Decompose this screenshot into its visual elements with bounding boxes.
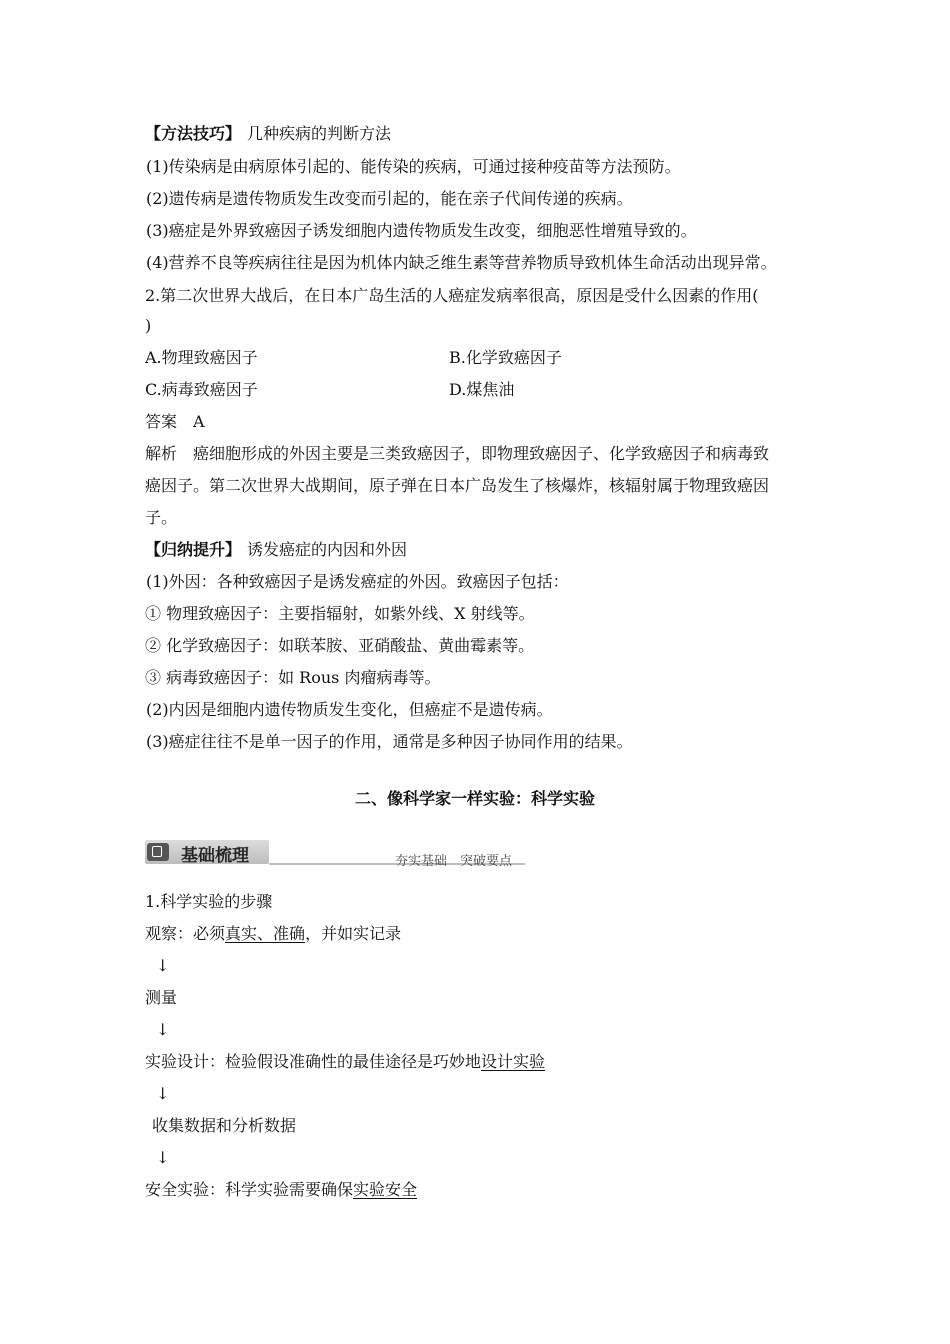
banner-title: 基础梳理 [181,846,249,866]
summary-item-6: (3)癌症往往不是单一因子的作用，通常是多种因子协同作用的结果。 [146,732,633,751]
safety-underline: 实验安全 [353,1180,418,1199]
question-stem: 2.第二次世界大战后，在日本广岛生活的人癌症发病率很高，原因是受什么因素的作用( [145,286,759,305]
summary-item-4: ③ 病毒致癌因子：如 Rous 肉瘤病毒等。 [145,668,441,687]
summary-item-3: ② 化学致癌因子：如联苯胺、亚硝酸盐、黄曲霉素等。 [145,636,535,655]
step-design [145,1052,545,1072]
analysis-line-1: 解析 癌细胞形成的外因主要是三类致癌因子，即物理致癌因子、化学致癌因子和病毒致 [145,444,770,463]
analysis-line-2: 癌因子。第二次世界大战期间，原子弹在日本广岛发生了核爆炸，核辐射属于物理致癌因 [145,476,770,495]
summary-item-1: (1)外因：各种致癌因子是诱发癌症的外因。致癌因子包括： [146,572,569,591]
down-arrow-icon: ↓ [156,956,170,975]
banner-subtitle: 夯实基础 突破要点 [395,854,513,869]
safety-prefix: 安全实验：科学实验需要确保 [145,1180,354,1199]
step-observe [145,924,401,944]
banner-tab [145,840,269,864]
design-prefix: 实验设计：检验假设准确性的最佳途径是巧妙地 [145,1052,482,1071]
down-arrow-icon: ↓ [156,1020,170,1039]
book-icon [147,843,169,861]
method-tip-title: 几种疾病的判断方法 [247,124,392,143]
answer: 答案 A [145,412,205,431]
step-collect: 收集数据和分析数据 [152,1116,297,1135]
analysis-line-3: 子。 [145,508,178,527]
method-tip-heading [145,124,391,144]
design-underline: 设计实验 [481,1052,546,1071]
section-title: 二、像科学家一样实验：科学实验 [354,789,595,808]
step-measure: 测量 [145,988,178,1007]
summary-item-2: ① 物理致癌因子：主要指辐射，如紫外线、X 射线等。 [145,604,535,623]
summary-heading [145,540,407,560]
observe-separator: 、 [257,924,274,943]
method-tip-item-3: (3)癌症是外界致癌因子诱发细胞内遗传物质发生改变，细胞恶性增殖导致的。 [146,221,697,240]
option-a: A.物理致癌因子 [145,348,258,367]
summary-bracket: 【归纳提升】 [145,540,242,559]
option-c: C.病毒致癌因子 [145,380,258,399]
observe-underline-2: 准确 [273,924,306,943]
summary-title: 诱发癌症的内因和外因 [247,540,408,559]
observe-suffix: ，并如实记录 [305,924,402,943]
method-tip-item-2: (2)遗传病是遗传物质发生改变而引起的，能在亲子代间传递的疾病。 [146,189,633,208]
down-arrow-icon: ↓ [156,1148,170,1167]
down-arrow-icon: ↓ [156,1084,170,1103]
basics-banner [145,840,525,868]
method-tip-bracket: 【方法技巧】 [145,124,242,143]
observe-prefix: 观察：必须 [145,924,226,943]
method-tip-item-1: (1)传染病是由病原体引起的、能传染的疾病，可通过接种疫苗等方法预防。 [146,157,681,176]
steps-heading: 1.科学实验的步骤 [145,892,273,911]
observe-underline-1: 真实 [225,924,258,943]
option-b: B.化学致癌因子 [449,348,562,367]
summary-item-5: (2)内因是细胞内遗传物质发生变化，但癌症不是遗传病。 [146,700,553,719]
method-tip-item-4: (4)营养不良等疾病往往是因为机体内缺乏维生素等营养物质导致机体生命活动出现异常。 [146,253,777,272]
question-stem-cont: ) [145,316,152,335]
option-d: D.煤焦油 [449,380,515,399]
step-safety [145,1180,417,1200]
